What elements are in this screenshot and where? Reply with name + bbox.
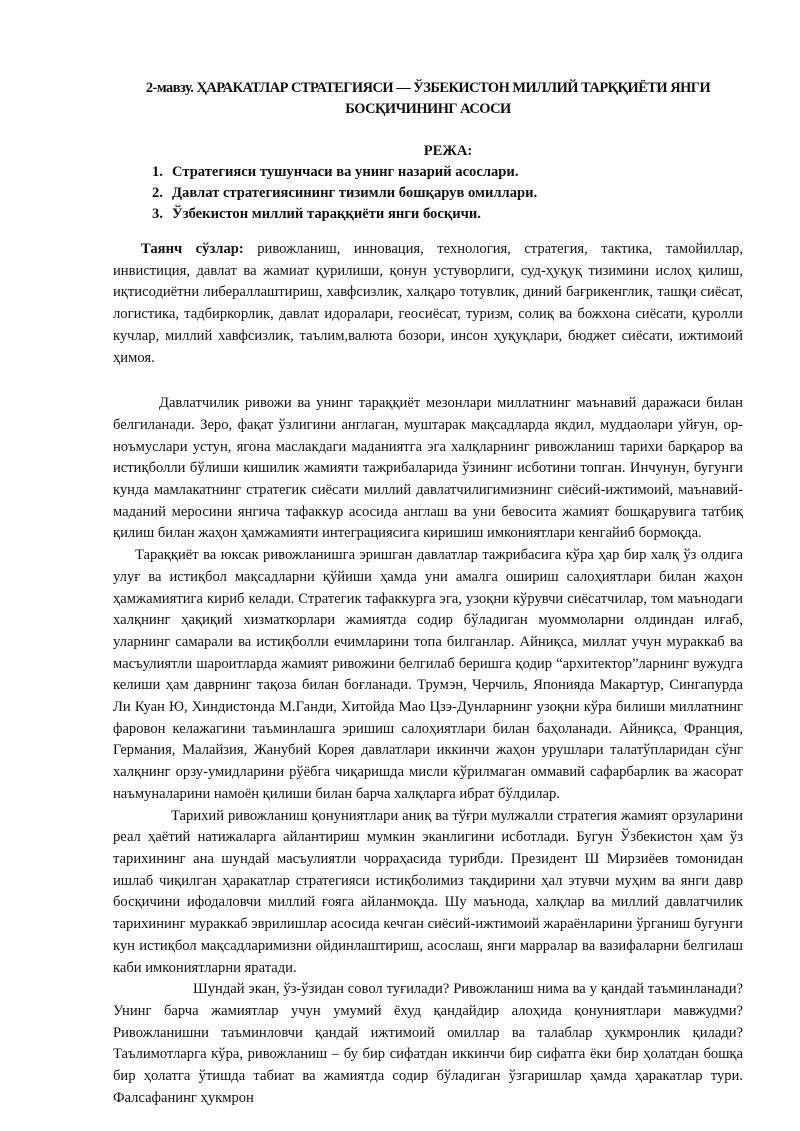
keywords-text: ривожланиш, инновация, технология, стратегия, тактика, тамойиллар, инвистиция, давлат ва жамиат қурилиши, қонун устуворлиги, суд-ҳуқуқ тизимини ислоҳ қилиш, иқтисодиётни либераллаштириш, хавфсизлик, халқаро тотувлик, диний бағрикенглик, ташқи сиёсат, логистика, тадбиркорлик, давлат идоралари, геосиёсат, туризм, солиқ ва божхона сиёсати, қуролли кучлар, миллий хавфсизлик, таълим,валюта бозори, инсон ҳуқуқлари, бюджет сиёсати, ижтимоий ҳимоя. [113,241,744,366]
plan-list [113,162,743,225]
body-paragraph-3: Тарихий ривожланиш қонуниятлари аниқ ва тўғри мулжалли стратегия жамият орзуларини реал ҳаётий натижаларга айлантириш мумкин эканлигини исботлади. Бугун Ўзбекистон ҳам ўз тарихининг ана шундай масъулиятли чорраҳасида турибди. Президент Ш Мирзиёев томонидан ишлаб чиқилган ҳаракатлар стратегияси истиқболимиз тақдирини ҳал этувчи муҳим ва янги давр босқичини ифодаловчи миллий ғояга айланмоқда. Шу маънода, халқлар ва миллий давлатчилик тарихининг мураккаб эврилишлар асосида кечган сиёсий-ижтимоий жараёнларини ўрганиш бугунги кун истиқбол мақсадларимизни ойдинлаштириш, асослаш, янги марралар ва вазифаларни белгилаш каби имкониятларни яратади. [113,807,743,976]
plan-item-number: 1. [152,164,163,180]
plan-item [113,204,743,225]
plan-item [113,162,743,183]
title-line-1: 2-мавзу. ҲАРАКАТЛАР СТРАТЕГИЯСИ — ЎЗБЕКИСТОН МИЛЛИЙ ТАРҚҚИЁТИ ЯНГИ [145,80,711,96]
plan-item-text: Стратегияси тушунчаси ва унинг назарий асослари. [172,164,519,180]
plan-item-number: 3. [152,206,163,222]
plan-item-number: 2. [152,185,163,201]
body-paragraph-2: Тараққиёт ва юксак ривожланишга эришган давлатлар тажрибасига кўра ҳар бир халқ ўз олдига улуғ ва истиқбол мақсадларни қўйиши ҳамда уни амалга ошириш салоҳиятлари билан жаҳон ҳамжамиятига кириб келади. Стратегик тафаккурга эга, узоқни кўрувчи сиёсатчилар, том маънодаги халқнинг ҳақиқий хизматкорлари жамиятда содир бўладиган муоммоларни олдиндан илғаб, уларнинг самарали ва истиқболли ечимларини топа билганлар. Айниқса, миллат учун мураккаб ва масъулиятли шароитларда жамият ривожини белгилаб беришга қодир “архитектор”ларнинг вужудга келиши ҳам даврнинг тақоза билан боғланади. Трумэн, Черчиль, Японияда Макартур, Сингапурда Ли Куан Ю, Хиндистонда М.Ганди, Хитойда Мао Цзэ-Дунларнинг узоқни кўра билиши миллатнинг фаровон келажагини таъминлашга эришиш салоҳиятлари билан баҳоланади. Айниқса, Франция, Германия, Малайзия, Жанубий Корея давлатлари иккинчи жаҳон урушлари талатўпларидан сўнг халқнинг орзу-умидларини рўёбга чиқаришда мисли кўрилмаган оммавий сафарбарлик ва жасорат наъмуналарини намоён қилиши билан барча халқларга ибрат бўлдилар. [113,547,743,802]
title-line-2: БОСҚИЧИНИНГ АСОСИ [345,101,511,117]
plan-heading: РЕЖА: [423,143,473,159]
body-paragraph-4: Шундай экан, ўз-ўзидан совол туғилади? Ривожланиш нима ва у қандай таъминланади? Унинг барча жамиятлар учун умумий ёхуд қандайдир алоҳида қонуниятлари мавжудми? Ривожланишни таъминловчи қандай ижтимоий омиллар ва талаблар ҳукмронлик қилади? Таълимотларга кўра, ривожланиш – бу бир сифатдан иккинчи бир сифатга ёки бир ҳолатдан бошқа бир ҳолатга ўтишда табиат ва жамиятда содир бўладиган ўзгаришлар ҳамда ҳаракатлар тури. Фалсафанинг ҳукмрон [113,981,743,1106]
keywords-label: Таянч сўзлар: [141,241,244,257]
body-paragraph-1: Давлатчилик ривожи ва унинг тараққиёт мезонлари миллатнинг маънавий даражаси билан белгиланади. Зеро, фақат ўзлигини англаган, муштарак мақсадларда якдил, муддаолари уйғун, ор-ноъмуслари устун, ягона маслакдаги маданиятга эга халқларнинг ривожланиш тарихи барқарор ва истиқболли бўлиши кишилик жамияти тажрибаларида ўзининг исботини топган. Инчунун, бугунги кунда мамлакатнинг стратегик сиёсати миллий давлатчилигимизнинг сиёсий-ижтимоий, маънавий-маданий меросини янгича тафаккур асосида англаш ва уни бевосита жамият бошқарувига татбиқ қилиш билан жаҳон ҳамжамияти интеграциясига киришиш имкониятлари кенгайиб бормоқда. [113,395,743,542]
document-title [113,78,743,120]
plan-item-text: Ўзбекистон миллий тараққиёти янги босқичи. [172,206,481,222]
plan-item-text: Давлат стратегиясининг тизимли бошқарув омиллари. [172,185,538,201]
document-page [113,78,743,1109]
keywords-paragraph [113,239,743,369]
plan-item [113,183,743,204]
